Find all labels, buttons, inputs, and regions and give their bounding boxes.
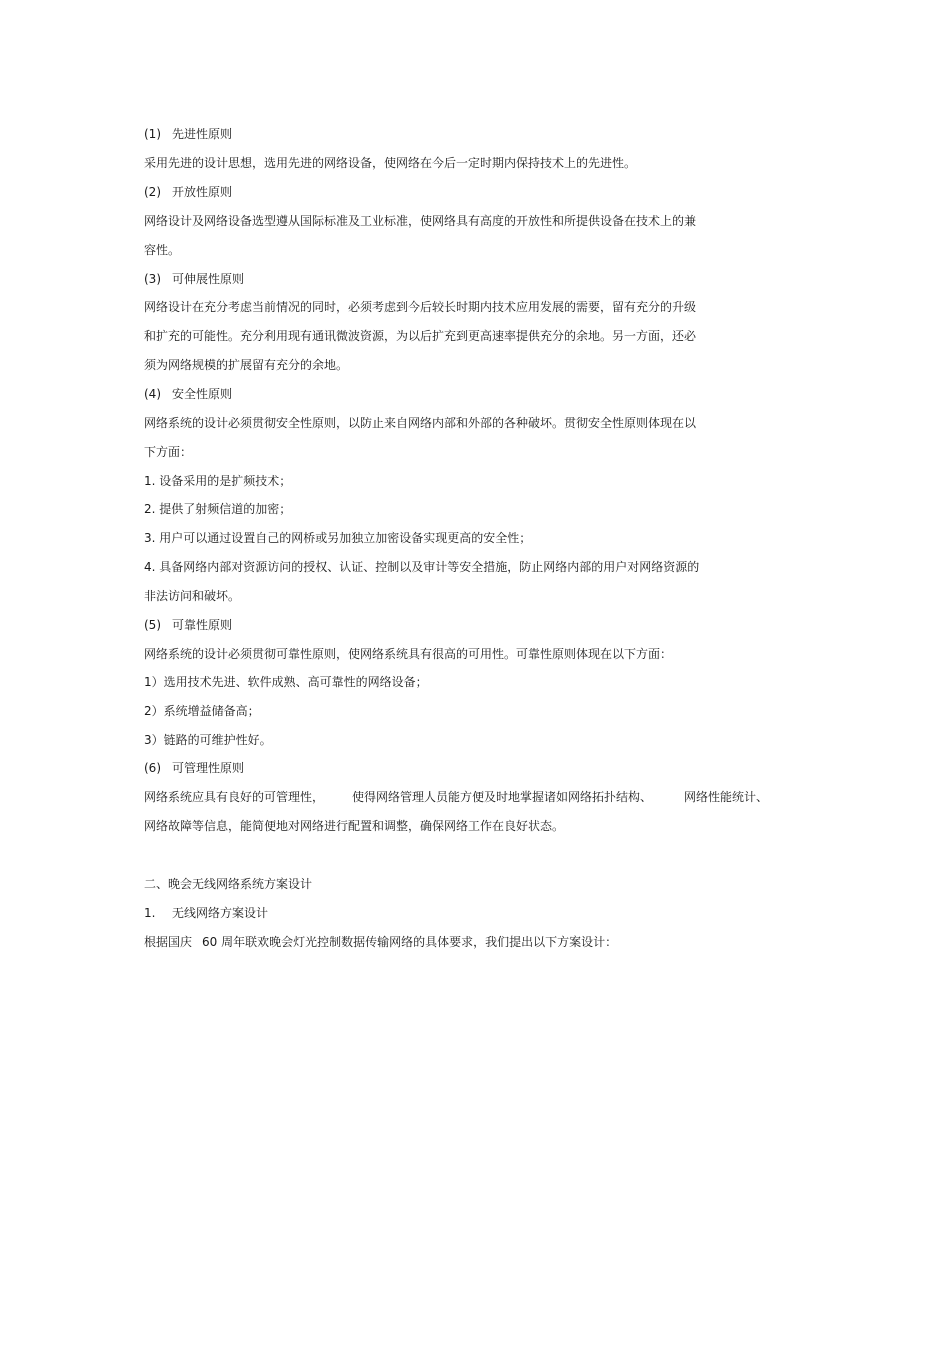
heading-6 xyxy=(144,760,244,776)
heading-2 xyxy=(144,184,232,200)
text-segment: 根据国庆 xyxy=(144,935,193,949)
paragraph-6-line-2: 网络故障等信息，能简便地对网络进行配置和调整，确保网络工作在良好状态。 xyxy=(144,819,565,833)
list-item-continued: 非法访问和破坏。 xyxy=(144,589,241,603)
list-item: 1）选用技术先进、软件成熟、高可靠性的网络设备； xyxy=(144,675,428,689)
list-item: 1. 设备采用的是扩频技术； xyxy=(144,474,292,488)
paragraph-6-line-1 xyxy=(144,789,768,805)
text-segment: 网络系统应具有良好的可管理性， xyxy=(144,790,325,804)
paragraph-2-line-2: 容性。 xyxy=(144,243,181,257)
heading-title: 安全性原则 xyxy=(172,387,233,401)
text-segment: 网络性能统计、 xyxy=(684,790,769,804)
heading-number: (4) xyxy=(144,387,161,401)
heading-title: 无线网络方案设计 xyxy=(172,906,269,920)
paragraph-2-line-1: 网络设计及网络设备选型遵从国际标准及工业标准，使网络具有高度的开放性和所提供设备在技术上的兼 xyxy=(144,214,697,228)
heading-title: 开放性原则 xyxy=(172,185,233,199)
list-item: 4. 具备网络内部对资源访问的授权、认证、控制以及审计等安全措施，防止网络内部的用户对网络资源的 xyxy=(144,560,700,574)
heading-1 xyxy=(144,126,232,142)
list-item: 3. 用户可以通过设置自己的网桥或另加独立加密设备实现更高的安全性； xyxy=(144,531,532,545)
heading-title: 可伸展性原则 xyxy=(172,272,245,286)
heading-title: 可靠性原则 xyxy=(172,618,233,632)
paragraph-5: 网络系统的设计必须贯彻可靠性原则，使网络系统具有很高的可用性。可靠性原则体现在以下方面： xyxy=(144,647,673,661)
list-item: 2）系统增益储备高； xyxy=(144,704,260,718)
paragraph-4-line-1: 网络系统的设计必须贯彻安全性原则，以防止来自网络内部和外部的各种破坏。贯彻安全性原则体现在以 xyxy=(144,416,697,430)
heading-3 xyxy=(144,271,244,287)
heading-number: (6) xyxy=(144,761,161,775)
list-item: 2. 提供了射频信道的加密； xyxy=(144,502,292,516)
section-paragraph xyxy=(144,934,617,950)
heading-number: (5) xyxy=(144,618,161,632)
paragraph-3-line-2: 和扩充的可能性。充分利用现有通讯微波资源，为以后扩充到更高速率提供充分的余地。另一方面，还必 xyxy=(144,329,697,343)
heading-4 xyxy=(144,386,232,402)
paragraph-1: 采用先进的设计思想，选用先进的网络设备，使网络在今后一定时期内保持技术上的先进性。 xyxy=(144,156,637,170)
paragraph-3-line-3: 须为网络规模的扩展留有充分的余地。 xyxy=(144,358,349,372)
heading-title: 可管理性原则 xyxy=(172,761,245,775)
heading-number: (2) xyxy=(144,185,161,199)
section-heading: 二、晚会无线网络系统方案设计 xyxy=(144,877,313,891)
heading-title: 先进性原则 xyxy=(172,127,233,141)
heading-5 xyxy=(144,617,232,633)
subsection-heading xyxy=(144,905,268,921)
list-item: 3）链路的可维护性好。 xyxy=(144,733,272,747)
paragraph-4-line-2: 下方面： xyxy=(144,445,193,459)
heading-number: (1) xyxy=(144,127,161,141)
text-segment: 使得网络管理人员能方便及时地掌握诸如网络拓扑结构、 xyxy=(352,790,653,804)
text-segment: 60 周年联欢晚会灯光控制数据传输网络的具体要求，我们提出以下方案设计： xyxy=(202,935,618,949)
heading-number: (3) xyxy=(144,272,161,286)
paragraph-3-line-1: 网络设计在充分考虑当前情况的同时，必须考虑到今后较长时期内技术应用发展的需要，留有充分的升级 xyxy=(144,300,697,314)
heading-number: 1. xyxy=(144,906,156,920)
